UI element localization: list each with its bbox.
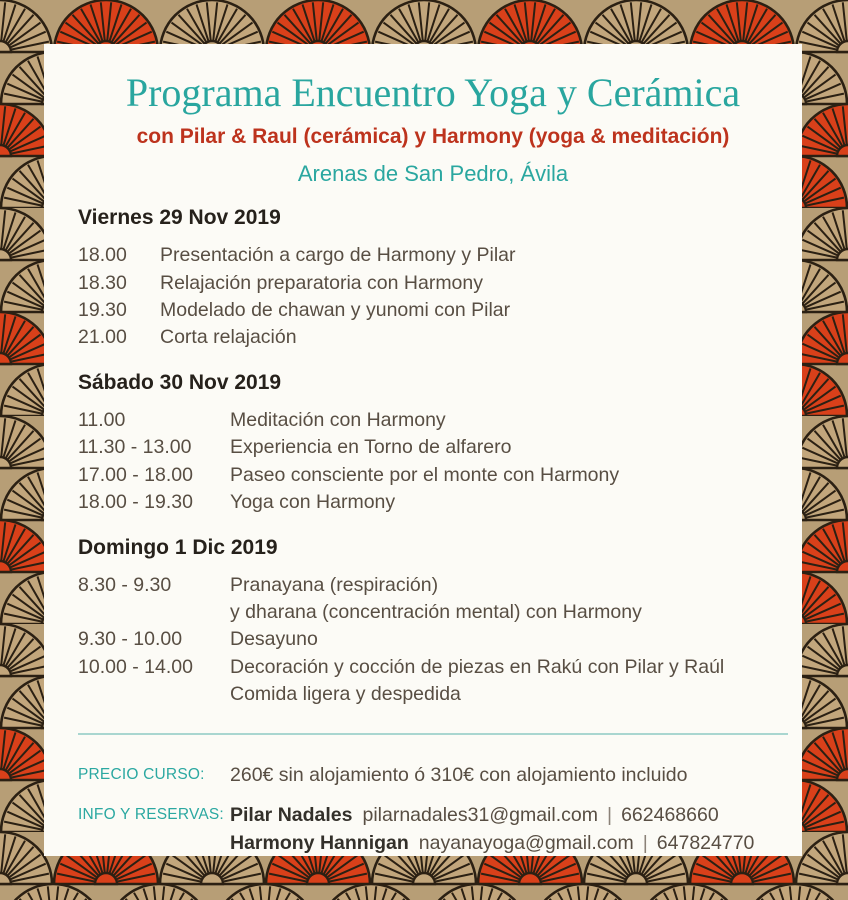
contact-line — [230, 802, 754, 829]
contact-email: nayanayoga@gmail.com — [418, 831, 634, 854]
schedule-row — [78, 242, 788, 269]
subtitle: con Pilar & Raul (cerámica) y Harmony (yoga & meditación) — [136, 125, 730, 148]
price-row — [78, 762, 788, 789]
contact-name: Pilar Nadales — [230, 804, 353, 827]
contact-list — [230, 802, 754, 857]
schedule-row — [78, 462, 788, 489]
event-description: Experiencia en Torno de alfarero — [230, 436, 512, 459]
schedule-row — [78, 270, 788, 297]
schedule-section-domingo — [78, 536, 788, 709]
event-description: Decoración y cocción de piezas en Rakú con Pilar y Raúl Comida ligera y despedida — [230, 655, 725, 706]
event-time: 10.00 - 14.00 — [78, 655, 193, 678]
schedule-row — [78, 297, 788, 324]
event-description: Paseo consciente por el monte con Harmony — [230, 463, 620, 486]
event-description: Yoga con Harmony — [230, 491, 396, 514]
day-heading: Viernes 29 Nov 2019 — [78, 206, 281, 229]
price-label: PRECIO CURSO: — [78, 765, 205, 783]
event-description: Meditación con Harmony — [230, 408, 446, 431]
contact-phone: 647824770 — [656, 831, 755, 854]
day-heading: Sábado 30 Nov 2019 — [78, 370, 282, 394]
event-time: 18.00 — [78, 244, 127, 267]
event-description: Corta relajación — [160, 326, 297, 349]
footer-divider — [78, 733, 788, 735]
contact-name: Harmony Hannigan — [230, 831, 409, 854]
event-time: 21.00 — [78, 326, 127, 349]
schedule-row — [78, 626, 788, 653]
flyer-card — [44, 44, 802, 856]
separator: | — [642, 831, 648, 854]
info-row — [78, 802, 788, 857]
separator: | — [606, 804, 613, 827]
schedule-row — [78, 489, 788, 516]
contact-line — [230, 830, 754, 857]
schedule-section-viernes — [78, 206, 788, 352]
event-time: 8.30 - 9.30 — [78, 573, 172, 596]
schedule-section-sabado — [78, 371, 788, 517]
event-time: 17.00 - 18.00 — [78, 463, 193, 486]
location: Arenas de San Pedro, Ávila — [297, 161, 569, 186]
event-time: 19.30 — [78, 298, 127, 321]
schedule-row — [78, 324, 788, 351]
contact-email: pilarnadales31@gmail.com — [362, 804, 598, 827]
event-time: 18.00 - 19.30 — [78, 491, 193, 514]
event-time: 18.30 — [78, 271, 127, 294]
schedule-row — [78, 654, 788, 709]
info-label: INFO Y RESERVAS: — [78, 806, 224, 824]
price-value: 260€ sin alojamiento ó 310€ con alojamiento incluido — [230, 763, 688, 786]
event-description: Presentación a cargo de Harmony y Pilar — [160, 244, 516, 267]
event-time: 9.30 - 10.00 — [78, 628, 183, 651]
day-heading: Domingo 1 Dic 2019 — [78, 535, 278, 559]
event-description: Pranayana (respiración) y dharana (concentración mental) con Harmony — [230, 573, 642, 624]
schedule-row — [78, 572, 788, 627]
schedule-row — [78, 434, 788, 461]
event-description: Desayuno — [230, 628, 318, 651]
event-time: 11.30 - 13.00 — [78, 436, 192, 459]
page-title: Programa Encuentro Yoga y Cerámica — [125, 70, 741, 115]
event-description: Modelado de chawan y yunomi con Pilar — [160, 298, 511, 321]
event-description: Relajación preparatoria con Harmony — [160, 271, 483, 294]
event-time: 11.00 — [78, 408, 126, 431]
contact-phone: 662468660 — [621, 804, 719, 827]
schedule-row — [78, 407, 788, 434]
